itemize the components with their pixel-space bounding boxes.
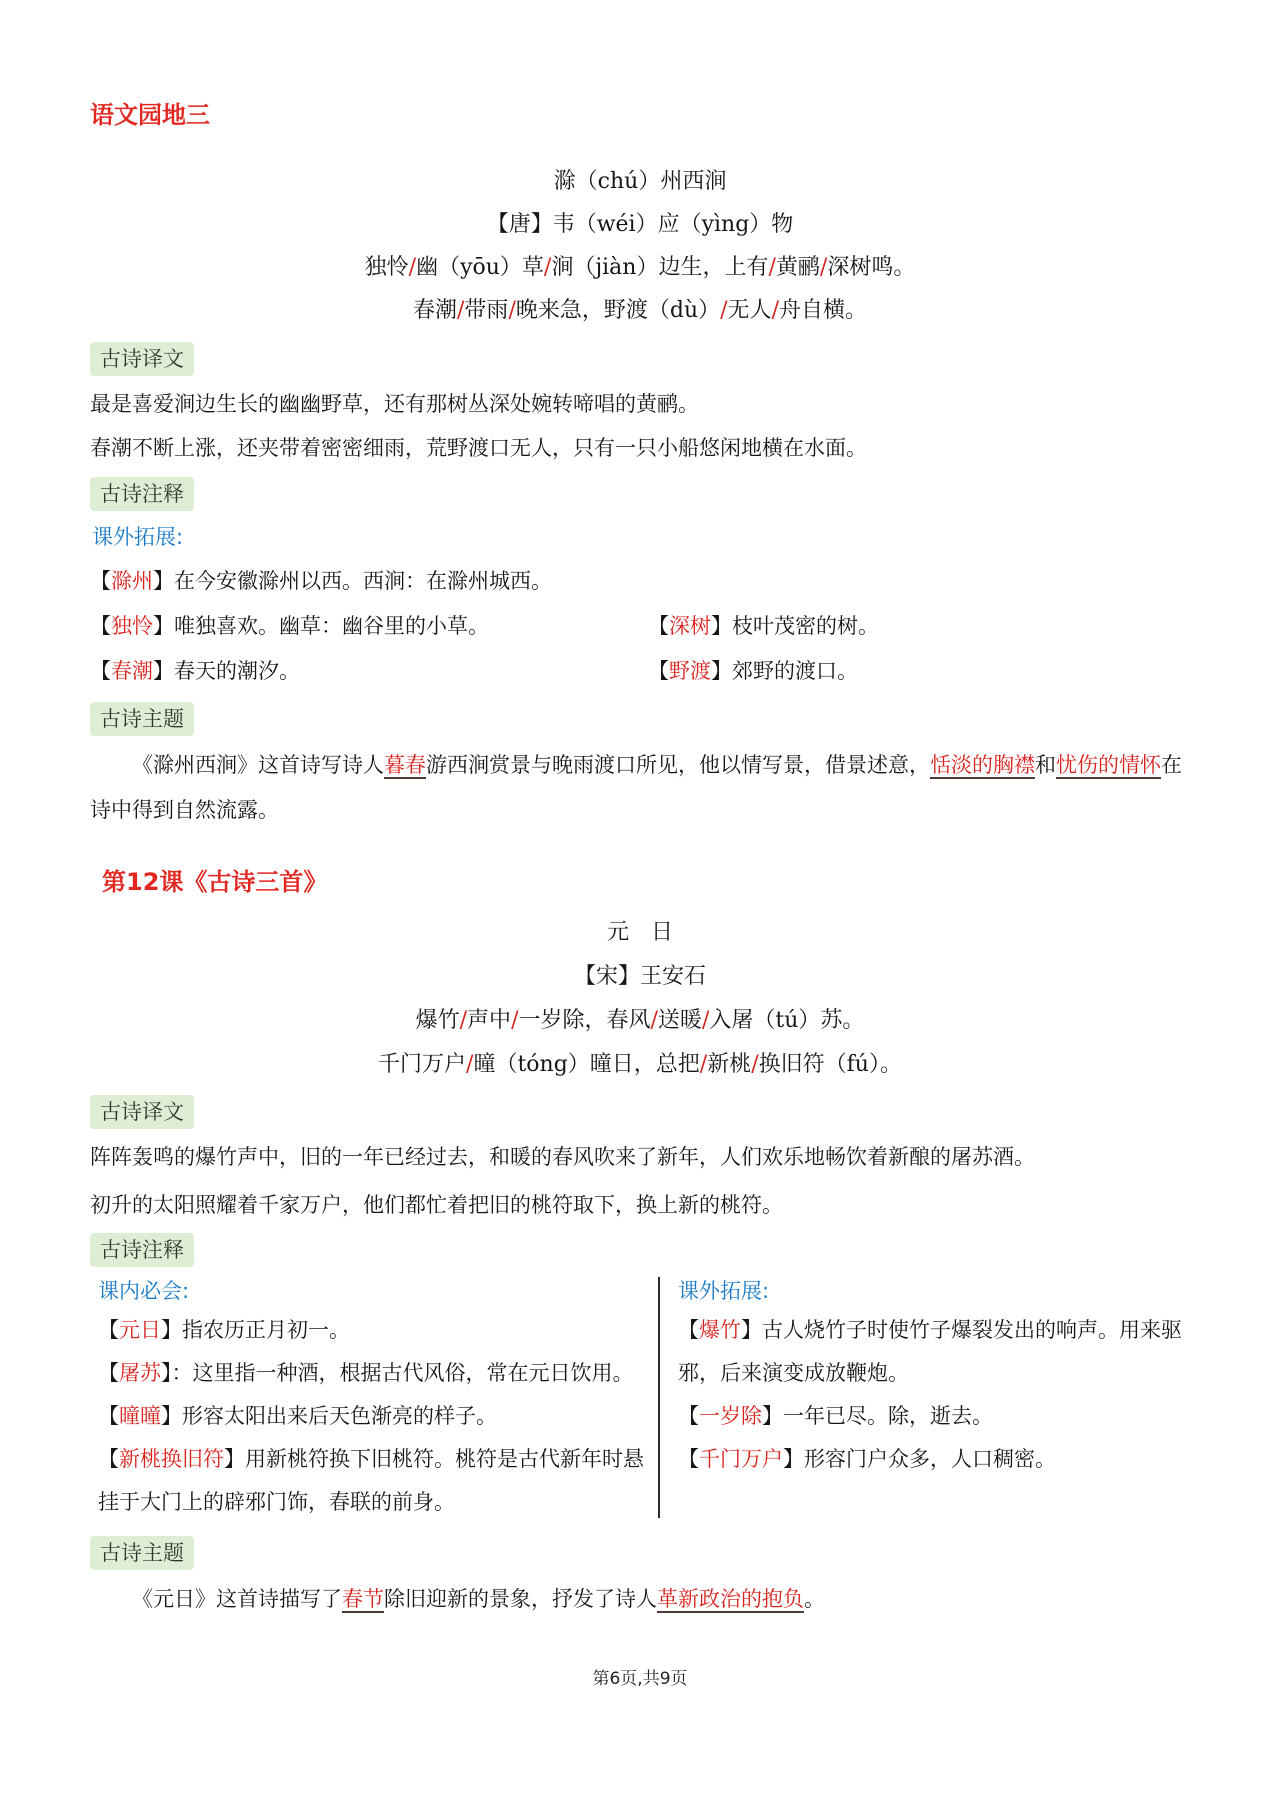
translation-block [90, 382, 1190, 470]
section-tag-translation: 古诗译文 [90, 342, 194, 376]
note-entry: 【千门万户】形容门户众多，人口稠密。 [678, 1447, 1056, 1471]
poem-chuzhou-xijian [90, 160, 1190, 332]
notes-label-extension: 课外拓展: [678, 1279, 770, 1303]
poem-title: 元 日 [606, 920, 673, 945]
notes-label-required: 课内必会: [98, 1279, 190, 1303]
lesson-heading: 第12课《古诗三首》 [102, 868, 328, 896]
note-entry: 【元日】指农历正月初一。 [98, 1318, 350, 1342]
note-entry: 【野渡】郊野的渡口。 [648, 659, 858, 683]
section-tag-notes: 古诗注释 [90, 1233, 194, 1267]
note-entry: 【深树】枝叶茂密的树。 [648, 614, 879, 638]
poem-author: 【宋】王安石 [573, 964, 706, 989]
poem-line: 爆竹/声中/一岁除，春风/送暖/入屠（tú）苏。 [415, 1008, 865, 1033]
note-entry: 【滁州】在今安徽滁州以西。西涧：在滁州城西。 [90, 569, 552, 593]
translation-line: 阵阵轰鸣的爆竹声中，旧的一年已经过去，和暖的春风吹来了新年，人们欢乐地畅饮着新酿的屠苏酒。 [90, 1145, 1035, 1169]
page-footer: 第6页,共9页 [592, 1669, 688, 1689]
theme-paragraph: 《滁州西涧》这首诗写诗人暮春游西涧赏景与晚雨渡口所见，他以情写景，借景述意，恬淡的胸襟和忧伤的情怀在诗中得到自然流露。 [90, 753, 1182, 822]
note-entry: 【屠苏】：这里指一种酒，根据古代风俗，常在元日饮用。 [98, 1361, 634, 1385]
unit-heading: 语文园地三 [90, 101, 210, 129]
note-entry: 【曈曈】形容太阳出来后天色渐亮的样子。 [98, 1404, 497, 1428]
note-entry: 【独怜】唯独喜欢。幽草：幽谷里的小草。 [90, 614, 489, 638]
note-entry: 【一岁除】一年已尽。除，逝去。 [678, 1404, 993, 1428]
poem-line: 独怜/幽（yōu）草/涧（jiàn）边生，上有/黄鹂/深树鸣。 [364, 255, 916, 280]
theme-paragraph: 《元日》这首诗描写了春节除旧迎新的景象，抒发了诗人革新政治的抱负。 [132, 1587, 825, 1611]
note-entry: 【春潮】春天的潮汐。 [90, 659, 300, 683]
notes-column-right [660, 1273, 1190, 1524]
section-tag-theme: 古诗主题 [90, 1536, 194, 1570]
poem-line: 春潮/带雨/晚来急，野渡（dù）/无人/舟自横。 [412, 298, 867, 323]
translation-line: 春潮不断上涨，还夹带着密密细雨，荒野渡口无人，只有一只小船悠闲地横在水面。 [90, 436, 867, 460]
section-tag-theme: 古诗主题 [90, 702, 194, 736]
section-tag-translation: 古诗译文 [90, 1095, 194, 1129]
translation-block [90, 1133, 1190, 1229]
translation-line: 初升的太阳照耀着千家万户，他们都忙着把旧的桃符取下，换上新的桃符。 [90, 1193, 783, 1217]
notes-block [90, 559, 1190, 694]
notes-two-column [90, 1273, 1190, 1524]
note-entry: 【新桃换旧符】用新桃符换下旧桃符。桃符是古代新年时悬挂于大门上的辟邪门饰，春联的前身。 [98, 1447, 644, 1514]
notes-label-extension: 课外拓展: [92, 525, 184, 549]
poem-title: 滁（chú）州西涧 [553, 169, 727, 194]
section-tag-notes: 古诗注释 [90, 477, 194, 511]
poem-author: 【唐】韦（wéi）应（yìng）物 [486, 212, 794, 237]
note-entry: 【爆竹】古人烧竹子时使竹子爆裂发出的响声。用来驱邪，后来演变成放鞭炮。 [678, 1318, 1182, 1385]
poem-line: 千门万户/曈（tóng）曈日，总把/新桃/换旧符（fú）。 [378, 1052, 902, 1077]
notes-column-left [90, 1273, 658, 1524]
poem-yuanri [90, 911, 1190, 1087]
translation-line: 最是喜爱涧边生长的幽幽野草，还有那树丛深处婉转啼唱的黄鹂。 [90, 392, 699, 416]
